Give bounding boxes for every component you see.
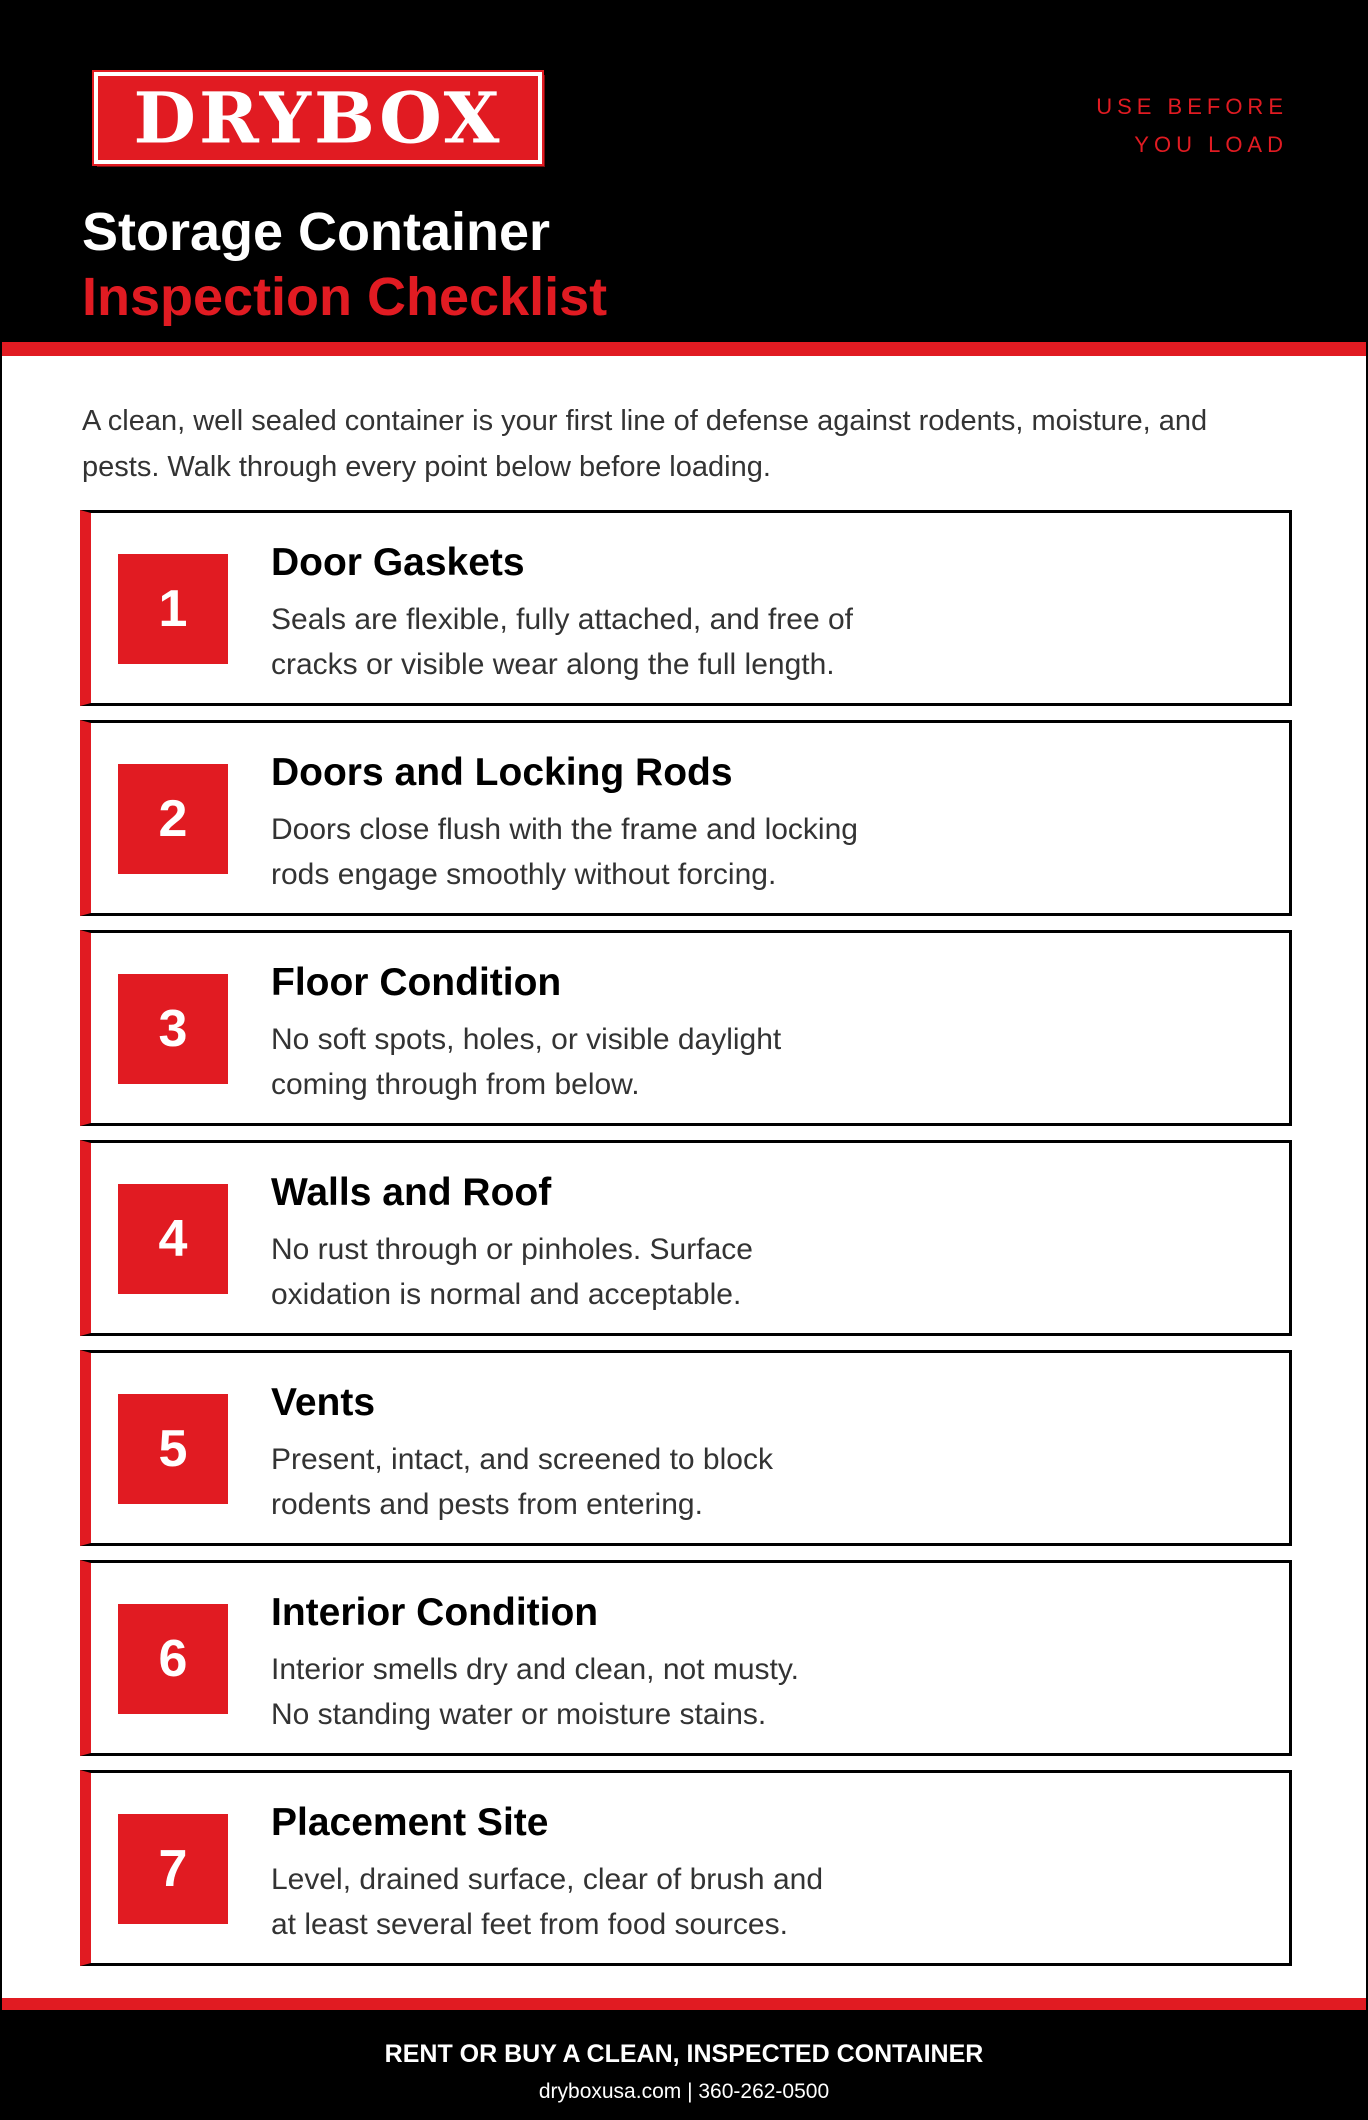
footer xyxy=(2,2010,1366,2120)
item-description-line: rods engage smoothly without forcing. xyxy=(271,858,777,891)
item-number-badge: 3 xyxy=(118,974,228,1084)
checklist-item-doors-locking-rods xyxy=(80,720,1292,916)
footer-cta: RENT OR BUY A CLEAN, INSPECTED CONTAINER xyxy=(384,2040,984,2068)
header-divider xyxy=(2,342,1366,356)
intro-paragraph: A clean, well sealed container is your first line of defense against rodents, moisture, and pests. Walk through every point below before loading. xyxy=(82,405,1208,483)
checklist-item-floor-condition xyxy=(80,930,1292,1126)
item-title: Vents xyxy=(271,1381,376,1424)
item-number-badge: 2 xyxy=(118,764,228,874)
checklist-item-interior-condition xyxy=(80,1560,1292,1756)
item-number-badge: 1 xyxy=(118,554,228,664)
item-description-line: rodents and pests from entering. xyxy=(271,1488,703,1521)
item-description xyxy=(271,807,951,897)
item-title: Door Gaskets xyxy=(271,541,525,584)
item-description xyxy=(271,1227,951,1317)
footer-divider xyxy=(2,1998,1366,2010)
item-description-line: Level, drained surface, clear of brush and xyxy=(271,1863,823,1896)
item-title: Floor Condition xyxy=(271,961,562,1004)
item-description xyxy=(271,1017,951,1107)
item-description-line: coming through from below. xyxy=(271,1068,640,1101)
checklist-item-vents xyxy=(80,1350,1292,1546)
item-description xyxy=(271,1437,951,1527)
item-description-line: cracks or visible wear along the full length. xyxy=(271,648,835,681)
item-title: Placement Site xyxy=(271,1801,549,1844)
tagline xyxy=(1096,88,1288,164)
checklist-item-door-gaskets xyxy=(80,510,1292,706)
item-description-line: Interior smells dry and clean, not musty. xyxy=(271,1653,799,1686)
item-description-line: Present, intact, and screened to block xyxy=(271,1443,773,1476)
item-description-line: No rust through or pinholes. Surface xyxy=(271,1233,753,1266)
checklist xyxy=(80,510,1292,1980)
logo-text: DRYBOX xyxy=(133,75,503,160)
item-title: Interior Condition xyxy=(271,1591,599,1634)
item-number-badge: 5 xyxy=(118,1394,228,1504)
tagline-line1: USE BEFORE xyxy=(1096,94,1288,119)
page-title: Storage Container xyxy=(82,202,551,262)
item-title: Walls and Roof xyxy=(271,1171,552,1214)
item-description-line: No soft spots, holes, or visible daylight xyxy=(271,1023,782,1056)
drybox-logo xyxy=(94,72,542,164)
item-number-badge: 6 xyxy=(118,1604,228,1714)
item-description xyxy=(271,1647,951,1737)
item-number-badge: 7 xyxy=(118,1814,228,1924)
footer-contact[interactable]: dryboxusa.com | 360-262-0500 xyxy=(538,2080,830,2103)
item-description-line: Seals are flexible, fully attached, and free of xyxy=(271,603,854,636)
item-description-line: No standing water or moisture stains. xyxy=(271,1698,767,1731)
item-description xyxy=(271,1857,951,1947)
item-description-line: oxidation is normal and acceptable. xyxy=(271,1278,742,1311)
page-subtitle: Inspection Checklist xyxy=(82,267,608,327)
item-description-line: Doors close flush with the frame and locking xyxy=(271,813,858,846)
tagline-line2: YOU LOAD xyxy=(1134,132,1288,157)
checklist-item-placement-site xyxy=(80,1770,1292,1966)
item-number-badge: 4 xyxy=(118,1184,228,1294)
checklist-item-walls-roof xyxy=(80,1140,1292,1336)
item-description xyxy=(271,597,951,687)
item-description-line: at least several feet from food sources. xyxy=(271,1908,788,1941)
item-title: Doors and Locking Rods xyxy=(271,751,733,794)
header xyxy=(2,0,1366,342)
